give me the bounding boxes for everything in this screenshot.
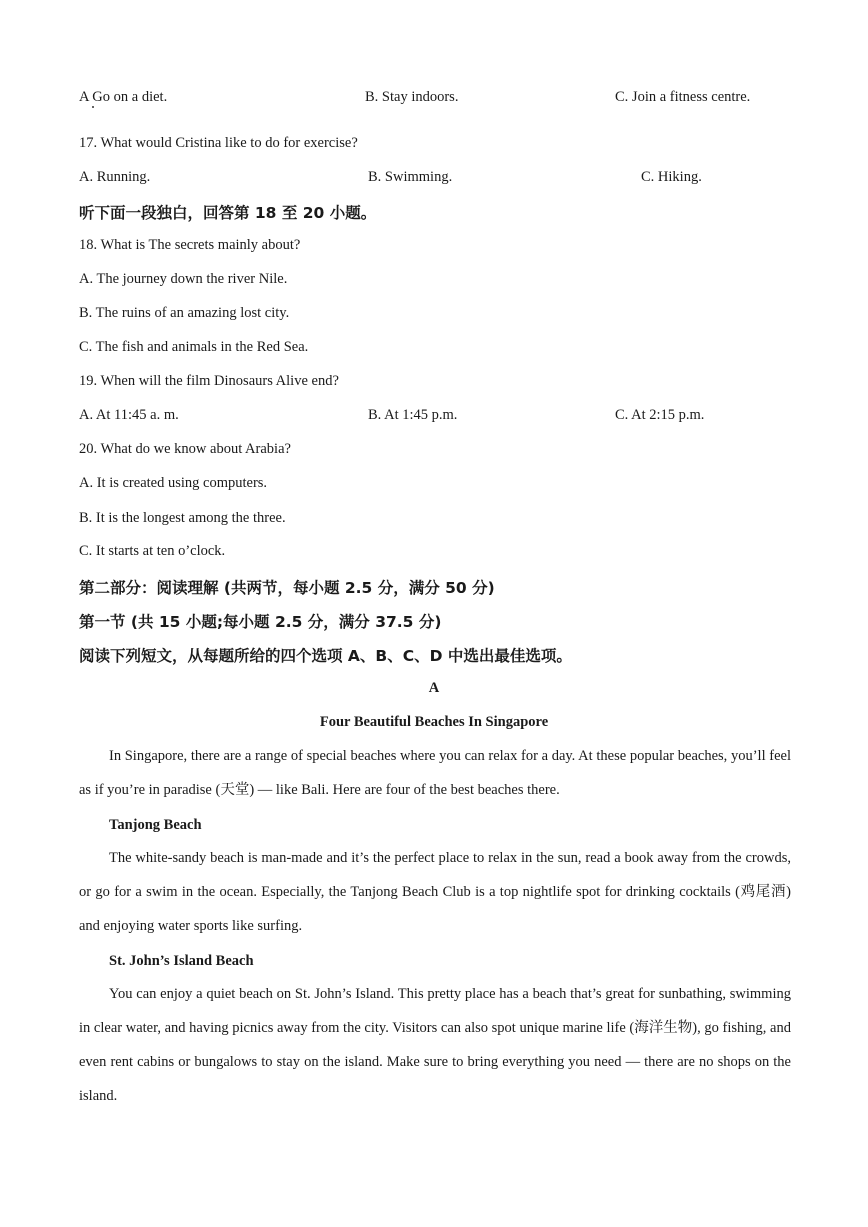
q17-stem: 17. What would Cristina like to do for exercise? (79, 135, 358, 151)
beach2-title: St. John’s Island Beach (109, 953, 254, 969)
q16-option-b: B. Stay indoors. (365, 89, 459, 105)
beach1-text: The white-sandy beach is man-made and it’s the perfect place to relax in the sun, read a book away from the crowds, or go for a swim in the ocean. Especially, the Tanjong Beach Club is a top nightlife spot for drinking cocktails (鸡尾酒) and enjoying water sports like surfing. (79, 850, 791, 934)
beach1-title: Tanjong Beach (109, 817, 202, 833)
monologue-heading: 听下面一段独白，回答第 18 至 20 小题。 (79, 204, 377, 222)
q19-stem: 19. When will the film Dinosaurs Alive end? (79, 373, 339, 389)
beach2-text: You can enjoy a quiet beach on St. John’s Island. This pretty place has a beach that’s great for sunbathing, swimming in clear water, and having picnics away from the city. Visitors can also spot unique marine life (海洋生物), go fishing, and even rent cabins or bungalows to stay on the island. Make sure to bring everything you need — there are no shops on the island. (79, 986, 791, 1104)
q18-option-c: C. The fish and animals in the Red Sea. (79, 339, 309, 355)
q20-option-c: C. It starts at ten o’clock. (79, 543, 226, 559)
stray-dot (92, 106, 94, 108)
q17-option-b: B. Swimming. (368, 169, 453, 185)
q19-option-c: C. At 2:15 p.m. (615, 407, 705, 423)
q17-option-c: C. Hiking. (641, 169, 702, 185)
q16-option-a: A Go on a diet. (79, 89, 168, 105)
q18-option-a: A. The journey down the river Nile. (79, 271, 288, 287)
q19-option-a: A. At 11:45 a. m. (79, 407, 179, 423)
q19-option-b: B. At 1:45 p.m. (368, 407, 458, 423)
passage-title: Four Beautiful Beaches In Singapore (319, 714, 549, 730)
reading-instruction: 阅读下列短文，从每题所给的四个选项 A、B、C、D 中选出最佳选项。 (79, 647, 572, 665)
passage-intro: In Singapore, there are a range of special beaches where you can relax for a day. At these popular beaches, you’ll feel as if you’re in paradise (天堂) — like Bali. Here are four of the best beaches there. (79, 748, 791, 798)
q18-option-b: B. The ruins of an amazing lost city. (79, 305, 290, 321)
section1-heading: 第一节 (共 15 小题;每小题 2.5 分，满分 37.5 分) (79, 613, 442, 631)
q17-option-a: A. Running. (79, 169, 151, 185)
q20-option-a: A. It is created using computers. (79, 475, 268, 491)
q16-option-c: C. Join a fitness centre. (615, 89, 751, 105)
q18-stem: 18. What is The secrets mainly about? (79, 237, 301, 253)
q20-stem: 20. What do we know about Arabia? (79, 441, 291, 457)
passage-letter: A (428, 680, 440, 696)
part2-heading: 第二部分：阅读理解 (共两节，每小题 2.5 分，满分 50 分) (79, 579, 495, 597)
q20-option-b: B. It is the longest among the three. (79, 510, 286, 526)
